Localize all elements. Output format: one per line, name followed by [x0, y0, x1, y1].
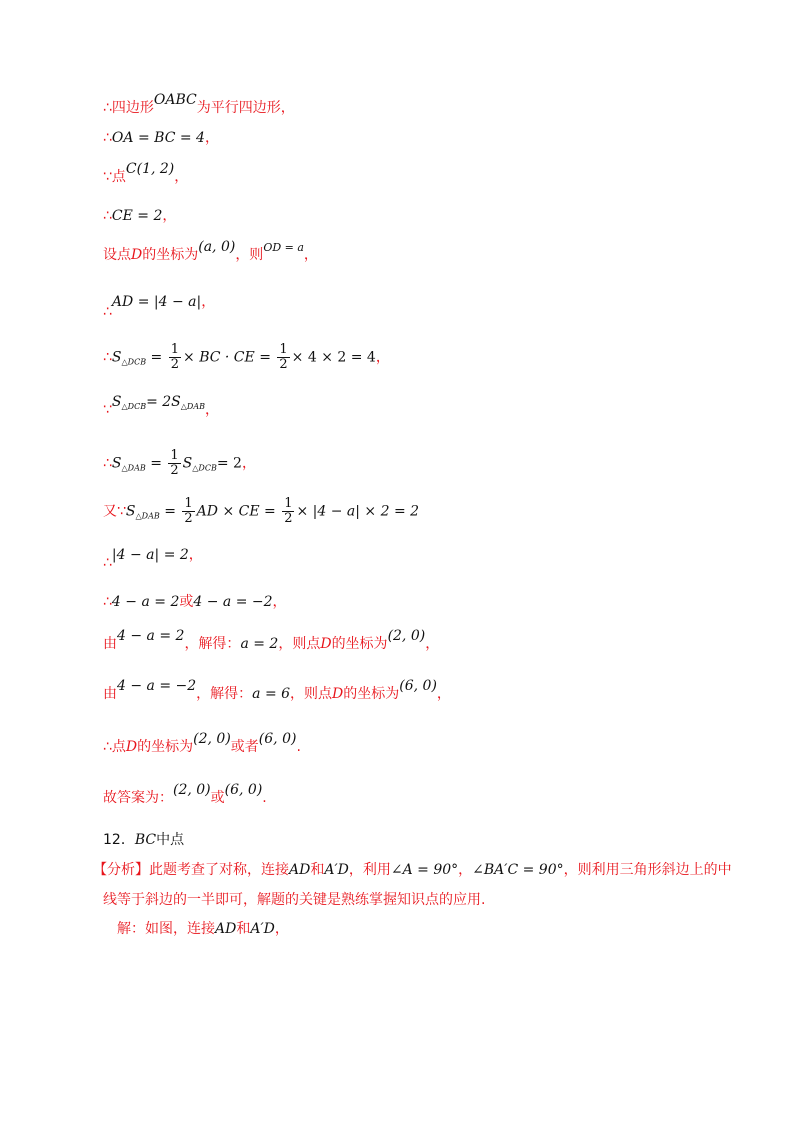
text: ，	[204, 130, 219, 146]
text: 的坐标为	[331, 636, 388, 652]
denominator: 2	[284, 511, 293, 526]
text: ，	[188, 547, 203, 563]
math: S	[182, 455, 193, 472]
text: 故答案为：	[103, 790, 173, 806]
var: D	[320, 636, 332, 652]
fraction	[168, 449, 180, 478]
denominator: 2	[184, 511, 193, 526]
math: =	[164, 503, 176, 520]
math: C(1, 2)	[125, 161, 175, 177]
math: = 2S	[146, 394, 181, 410]
fraction	[277, 343, 289, 372]
text: ，解得：	[184, 636, 241, 652]
solution-line	[117, 919, 289, 939]
text: .	[296, 739, 301, 755]
text: 此题考查了对称，连接	[149, 862, 289, 878]
subscript: △DCB	[121, 357, 147, 367]
step-ce	[103, 206, 176, 226]
math: 4 − a = 2	[117, 628, 185, 644]
text: 和	[236, 921, 251, 937]
text: 或者	[230, 739, 259, 755]
math: 4 − a = −2	[193, 594, 273, 610]
math: =	[150, 455, 162, 472]
math: AD	[289, 862, 311, 878]
math: (2, 0)	[193, 731, 231, 747]
math: 4 − a = 2	[111, 594, 180, 610]
numerator: 1	[170, 448, 179, 463]
text: ，	[205, 402, 220, 418]
math: × BC · CE =	[183, 349, 271, 366]
math: (6, 0)	[399, 678, 437, 694]
subscript: △DCB	[192, 463, 217, 473]
math: S	[111, 394, 122, 410]
analysis-line-2	[103, 890, 485, 910]
text: 又∵	[103, 503, 126, 520]
var: D	[125, 739, 138, 755]
text: 的坐标为	[137, 739, 194, 755]
math: = 2	[216, 455, 242, 472]
math: S	[111, 349, 122, 366]
fraction	[169, 343, 181, 372]
numerator: 1	[184, 496, 193, 511]
math: a = 6	[252, 686, 291, 702]
text: ，	[458, 862, 473, 878]
math: CE = 2	[111, 208, 163, 224]
math: × 4 × 2 = 4	[291, 349, 376, 366]
text: ，	[201, 294, 216, 310]
math: 4 − a = −2	[117, 678, 197, 694]
text: ，	[241, 455, 256, 472]
step-case1	[103, 628, 440, 654]
text: 的坐标为	[142, 247, 199, 263]
var: D	[131, 247, 143, 263]
text: ∴	[103, 555, 112, 571]
math: OABC	[153, 92, 197, 108]
text: ，利用	[348, 862, 391, 878]
text: 设点	[103, 247, 131, 263]
text: 的坐标为	[343, 686, 400, 702]
text: ，解得：	[196, 686, 253, 702]
step-ad	[103, 292, 216, 320]
step-conclusion	[103, 731, 301, 757]
text: ，则	[235, 247, 264, 263]
fraction	[282, 497, 294, 526]
math: |4 − a| = 2	[111, 547, 189, 563]
math: ∠BA′C = 90°	[472, 862, 564, 878]
numerator: 1	[170, 342, 180, 357]
numerator: 1	[284, 496, 293, 511]
step-area-dcb	[103, 343, 390, 373]
text: ，	[375, 349, 390, 366]
text: ∴点	[103, 739, 126, 755]
math: a = 2	[240, 636, 279, 652]
text: 或	[210, 790, 225, 806]
text: ，则点	[290, 686, 333, 702]
text: ∵	[103, 402, 112, 418]
text: ∴	[103, 349, 112, 366]
math: (6, 0)	[224, 782, 263, 798]
fraction	[182, 497, 194, 526]
math: S	[125, 503, 136, 520]
math: AD = |4 − a|	[111, 294, 202, 310]
text: 和	[310, 862, 325, 878]
math: (a, 0)	[198, 239, 236, 255]
math: ∠A = 90°	[390, 862, 459, 878]
step-also-area	[103, 497, 419, 527]
math: A′D	[324, 862, 349, 878]
text: ∴	[103, 304, 112, 320]
text: ∴	[103, 455, 112, 472]
text: 为平行四边形，	[196, 100, 295, 116]
math: AD	[215, 921, 237, 937]
text: ∴	[103, 208, 112, 224]
text: 由	[103, 636, 117, 652]
math: (2, 0)	[387, 628, 426, 644]
math: AD × CE =	[196, 503, 276, 520]
step-area-relation	[103, 392, 219, 417]
math: =	[150, 349, 163, 366]
text: ，	[162, 208, 177, 224]
math: (6, 0)	[258, 731, 297, 747]
text: ∵点	[103, 169, 126, 185]
step-case2	[103, 678, 451, 704]
subscript: △DAB	[180, 402, 206, 411]
step-area-dab	[103, 449, 256, 479]
text: ，	[436, 686, 451, 702]
text: ，	[274, 921, 289, 937]
step-parallelogram	[103, 92, 295, 118]
text: ，	[272, 594, 287, 610]
analysis-tag: 【分析】	[93, 862, 149, 878]
answer-line	[103, 782, 267, 808]
denominator: 2	[170, 357, 180, 372]
analysis-line-1	[93, 860, 732, 880]
question-12	[103, 830, 184, 850]
text: ，	[303, 247, 318, 263]
text: .	[262, 790, 267, 806]
math: OD = a	[263, 241, 304, 254]
text: ∴	[103, 594, 112, 610]
subscript: △DAB	[121, 463, 146, 473]
text: ，则点	[278, 636, 321, 652]
text: 由	[103, 686, 117, 702]
denominator: 2	[279, 357, 288, 372]
text: ∴	[103, 130, 112, 146]
math: BC	[134, 832, 157, 848]
step-point-c	[103, 161, 189, 187]
text: 线等于斜边的一半即可，解题的关键是熟练掌握知识点的应用.	[103, 892, 486, 908]
subscript: △DCB	[121, 402, 147, 411]
answer-text: 中点	[156, 832, 185, 848]
math: × |4 − a| × 2 = 2	[296, 503, 420, 520]
step-abs-eq	[103, 545, 203, 571]
step-set-d	[103, 239, 318, 266]
math: A′D	[250, 921, 275, 937]
var: D	[332, 686, 344, 702]
text: 解：如图，连接	[117, 921, 215, 937]
step-oa-bc	[103, 128, 219, 148]
math: (2, 0)	[173, 782, 211, 798]
step-cases	[103, 592, 287, 612]
text: ∴四边形	[103, 100, 154, 116]
math: OA = BC = 4	[111, 130, 205, 146]
subscript: △DAB	[135, 511, 160, 521]
question-number: 12．	[103, 832, 135, 848]
text: ，	[174, 169, 189, 185]
text: 或	[179, 594, 194, 610]
text: ，	[425, 636, 440, 652]
text: ，则利用三角形斜边上的中	[563, 862, 732, 878]
numerator: 1	[279, 342, 288, 357]
denominator: 2	[170, 463, 179, 478]
math: S	[111, 455, 122, 472]
